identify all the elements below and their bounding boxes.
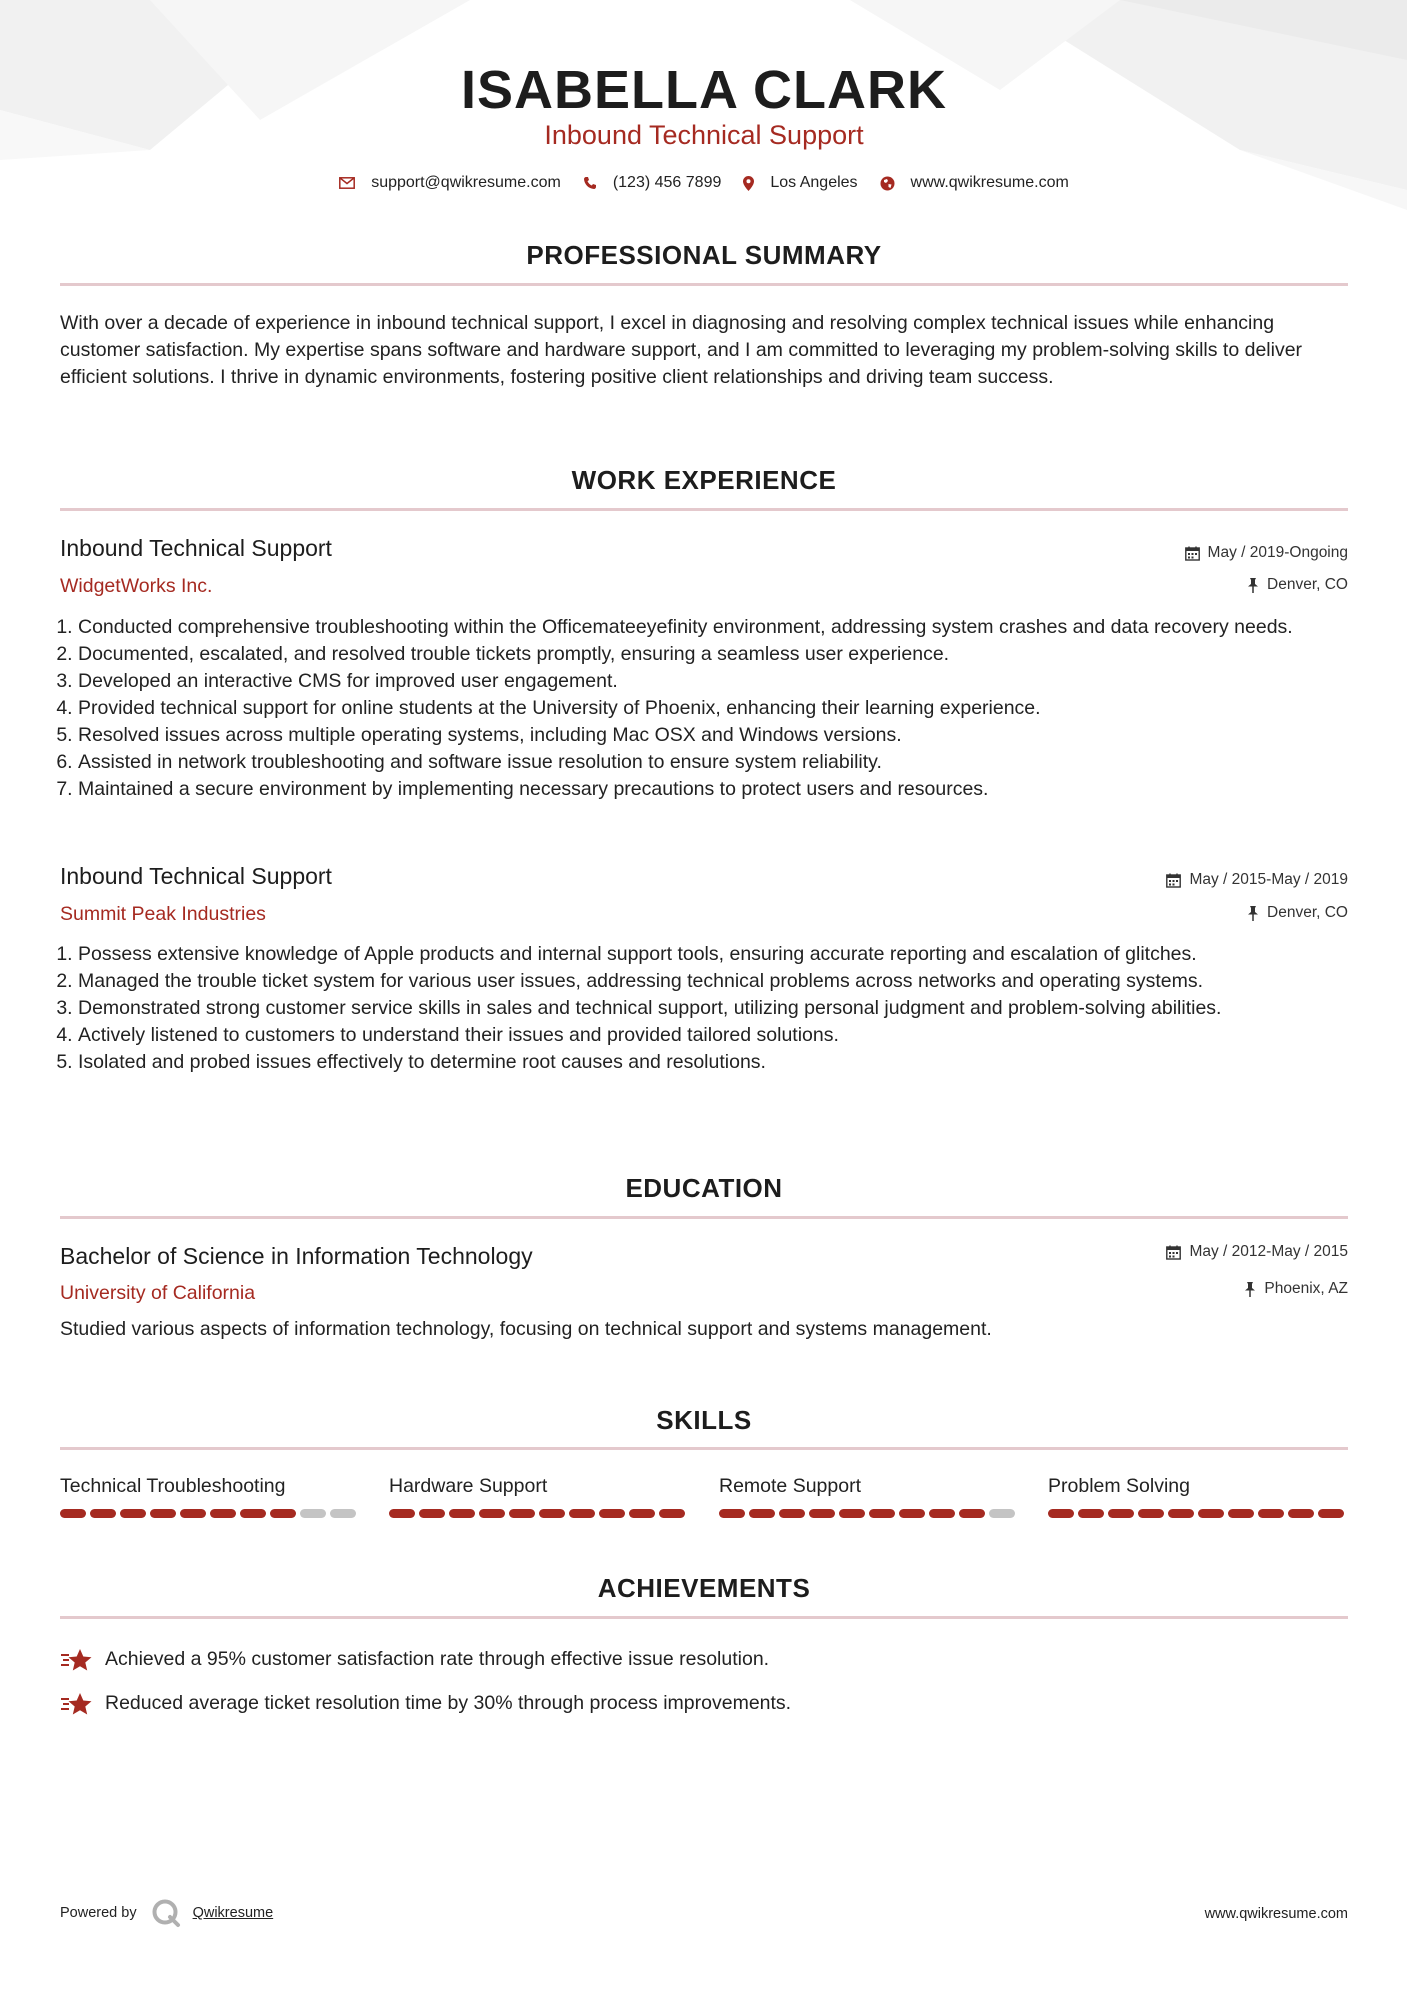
skill-rating [60,1509,360,1518]
list-item: 4. Actively listened to customers to understand their issues and provided tailored solutions. [78,1022,1366,1049]
achievement-item [60,1646,769,1673]
skill-segment [1198,1509,1224,1518]
skill-segment [1288,1509,1314,1518]
skill-item [389,1473,689,1518]
skill-rating [389,1509,689,1518]
dates-text: May / 2019-Ongoing [1207,544,1348,561]
qwikresume-link[interactable]: Qwikresume [192,1905,274,1921]
skill-segment [749,1509,775,1518]
pushpin-icon [1247,578,1259,593]
list-item: 1. Possess extensive knowledge of Apple products and internal support tools, ensuring accurate reporting and escalation of glitches. [78,941,1366,968]
skill-segment [839,1509,865,1518]
calendar-icon [1166,1245,1181,1260]
skill-segment [659,1509,685,1518]
summary-divider [60,283,1348,286]
list-item: 3. Demonstrated strong customer service skills in sales and technical support, utilizing personal judgment and problem-solving abilities. [78,995,1366,1022]
skill-segment [1108,1509,1134,1518]
skill-rating [719,1509,1019,1518]
location-text: Denver, CO [1267,576,1348,593]
achievements-divider [60,1616,1348,1619]
contact-email[interactable] [339,172,561,194]
school-name: University of California [60,1282,256,1304]
job-dates [1185,542,1348,564]
list-item: 4. Provided technical support for online students at the University of Phoenix, enhancing their learning experience. [78,695,1366,722]
skill-segment [779,1509,805,1518]
skills-heading: SKILLS [656,1405,752,1435]
skill-segment [210,1509,236,1518]
email-text: support@qwikresume.com [371,174,561,191]
skill-segment [1258,1509,1284,1518]
skill-item [60,1473,360,1518]
experience-heading: WORK EXPERIENCE [571,465,837,495]
skill-segment [719,1509,745,1518]
job-title: Inbound Technical Support [60,863,332,889]
achievement-text: Reduced average ticket resolution time by 30% through process improvements. [105,1692,792,1714]
job-bullets [60,614,1366,803]
phone-text: (123) 456 7899 [612,174,722,191]
skill-segment [959,1509,985,1518]
location-text: Los Angeles [770,174,858,191]
skill-segment [389,1509,415,1518]
dates-text: May / 2012-May / 2015 [1189,1243,1348,1260]
education-dates [1166,1241,1348,1263]
skill-segment [1138,1509,1164,1518]
star-icon [60,1691,93,1717]
calendar-icon [1185,546,1200,561]
skill-segment [419,1509,445,1518]
qwikresume-logo-icon [151,1898,181,1928]
skill-segment [1168,1509,1194,1518]
company-name: WidgetWorks Inc. [60,575,213,597]
envelope-icon [339,177,355,189]
skill-name: Hardware Support [389,1475,548,1497]
skill-rating [1048,1509,1348,1518]
pushpin-icon [1247,906,1259,921]
job-dates [1166,869,1348,891]
skill-name: Remote Support [719,1475,861,1497]
achievement-text: Achieved a 95% customer satisfaction rate through effective issue resolution. [105,1648,770,1670]
list-item: 6. Assisted in network troubleshooting and software issue resolution to ensure system reliability. [78,749,1366,776]
list-item: 2. Managed the trouble ticket system for various user issues, addressing technical problems across networks and operating systems. [78,968,1366,995]
footer-website-link[interactable]: www.qwikresume.com [1204,1906,1348,1922]
powered-by-label: Powered by [60,1905,137,1921]
map-marker-icon [743,176,754,191]
list-item: 3. Developed an interactive CMS for improved user engagement. [78,668,1366,695]
summary-heading: PROFESSIONAL SUMMARY [526,240,882,270]
website-text: www.qwikresume.com [910,174,1069,191]
star-icon [60,1647,93,1673]
job-bullets [60,941,1366,1076]
skill-name: Problem Solving [1048,1475,1190,1497]
skill-segment [599,1509,625,1518]
achievements-heading: ACHIEVEMENTS [597,1573,811,1603]
skill-segment [1318,1509,1344,1518]
skill-segment [1078,1509,1104,1518]
skill-segment [120,1509,146,1518]
contact-bar [60,172,1348,194]
skill-segment [1228,1509,1254,1518]
company-name: Summit Peak Industries [60,903,266,925]
pushpin-icon [1244,1282,1256,1297]
candidate-name: ISABELLA CLARK [461,60,947,120]
contact-website[interactable] [880,172,1069,194]
globe-icon [880,176,895,191]
job-location [1247,902,1348,924]
phone-icon [583,176,597,190]
contact-location [743,172,857,194]
skill-segment [300,1509,326,1518]
footer-powered-by [60,1898,273,1928]
skill-segment [449,1509,475,1518]
summary-text: With over a decade of experience in inbound technical support, I excel in diagnosing and resolving complex technical issues while enhancing customer satisfaction. My expertise spans software and hardware support, and I am committed to leveraging my problem-solving skills to deliver efficient solutions. I thrive in dynamic environments, fostering positive client relationships and driving team success. [60,312,1303,388]
skill-segment [240,1509,266,1518]
skill-segment [809,1509,835,1518]
skill-item [719,1473,1019,1518]
job-location [1247,574,1348,596]
skill-segment [180,1509,206,1518]
skill-segment [629,1509,655,1518]
list-item: 5. Resolved issues across multiple operating systems, including Mac OSX and Windows versions. [78,722,1366,749]
calendar-icon [1166,873,1181,888]
contact-phone[interactable] [583,172,722,194]
job-title: Inbound Technical Support [60,535,332,561]
skill-item [1048,1473,1348,1518]
skill-segment [60,1509,86,1518]
skill-segment [150,1509,176,1518]
achievement-item [60,1690,791,1717]
skill-segment [1048,1509,1074,1518]
education-location [1244,1278,1348,1300]
location-text: Denver, CO [1267,904,1348,921]
skill-segment [539,1509,565,1518]
skills-divider [60,1447,1348,1450]
candidate-role: Inbound Technical Support [544,120,864,150]
education-divider [60,1216,1348,1219]
education-heading: EDUCATION [625,1173,783,1203]
dates-text: May / 2015-May / 2019 [1189,871,1348,888]
skill-segment [869,1509,895,1518]
list-item: 1. Conducted comprehensive troubleshooting within the Officemateeyefinity environment, addressing system crashes and data recovery needs. [78,614,1366,641]
skill-segment [270,1509,296,1518]
skill-segment [929,1509,955,1518]
skill-segment [509,1509,535,1518]
skill-segment [479,1509,505,1518]
skill-segment [569,1509,595,1518]
skill-segment [899,1509,925,1518]
skill-name: Technical Troubleshooting [60,1475,286,1497]
skill-segment [989,1509,1015,1518]
skill-segment [330,1509,356,1518]
list-item: 5. Isolated and probed issues effectively to determine root causes and resolutions. [78,1049,1366,1076]
list-item: 7. Maintained a secure environment by implementing necessary precautions to protect users and resources. [78,776,1366,803]
experience-divider [60,508,1348,511]
list-item: 2. Documented, escalated, and resolved trouble tickets promptly, ensuring a seamless user experience. [78,641,1366,668]
location-text: Phoenix, AZ [1264,1280,1348,1297]
skill-segment [90,1509,116,1518]
degree-title: Bachelor of Science in Information Technology [60,1243,533,1269]
education-description: Studied various aspects of information technology, focusing on technical support and systems management. [60,1318,992,1340]
